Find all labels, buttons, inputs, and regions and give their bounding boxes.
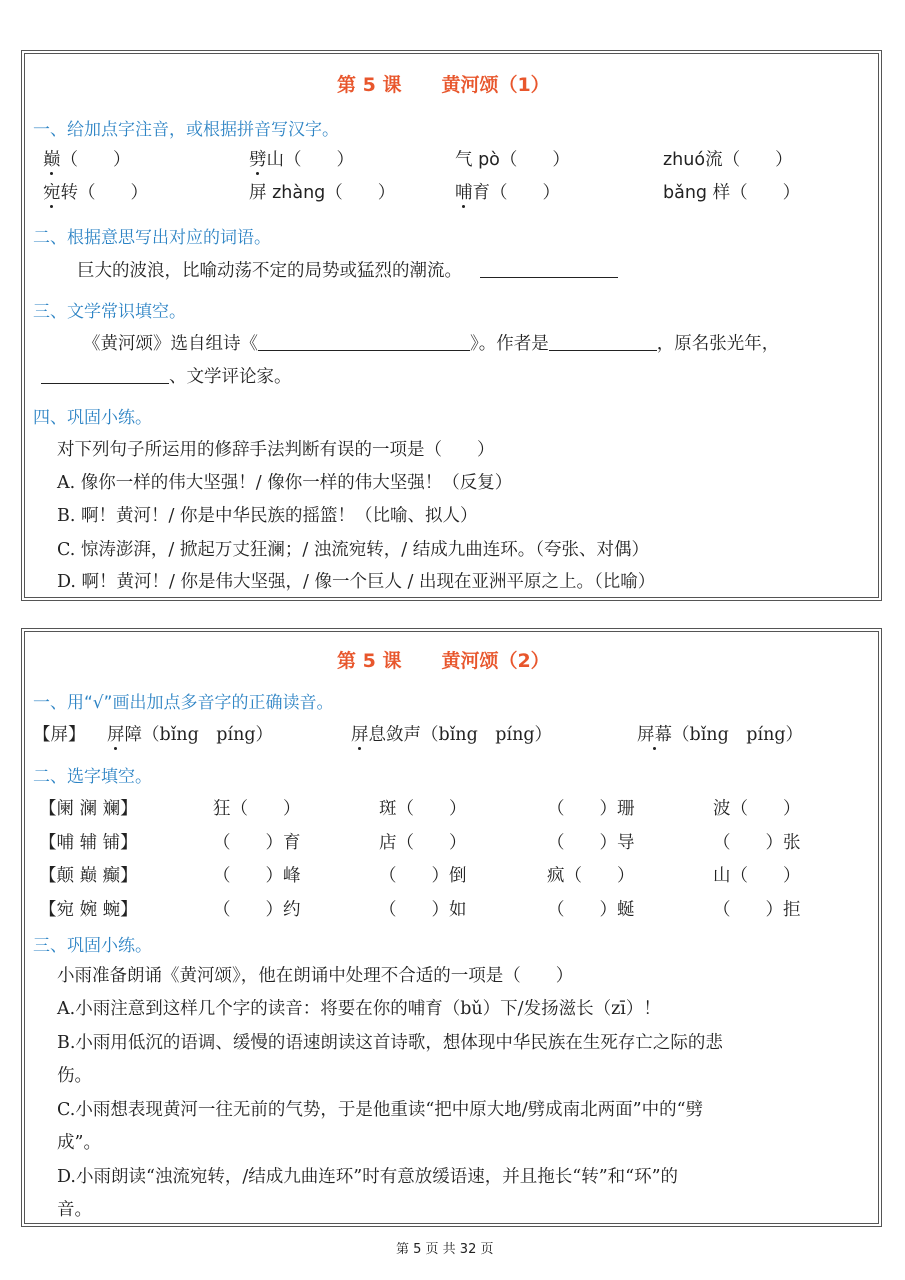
option-b: B. 啊！黄河！/ 你是中华民族的摇篮！（比喻、拟人） bbox=[57, 506, 478, 526]
option-b-cont: 伤。 bbox=[57, 1066, 92, 1086]
pinyin-item-5 bbox=[43, 179, 148, 204]
fill-item: 狂（ ） bbox=[213, 799, 301, 819]
lesson-1-card bbox=[24, 53, 879, 598]
section-3-heading: 三、巩固小练。 bbox=[33, 936, 152, 956]
definition-line bbox=[77, 257, 618, 282]
section-1-heading: 一、给加点字注音，或根据拼音写汉字。 bbox=[33, 120, 339, 140]
question-text: 小雨准备朗诵《黄河颂》，他在朗诵中处理不合适的一项是（ ） bbox=[57, 966, 574, 986]
answer-line[interactable] bbox=[549, 333, 657, 352]
answer-line[interactable] bbox=[258, 333, 470, 352]
section-4-heading: 四、巩固小练。 bbox=[33, 408, 152, 428]
lesson-2-title bbox=[337, 646, 550, 673]
fill-item: （ ）珊 bbox=[547, 799, 635, 819]
dotted-char: 屏 bbox=[351, 721, 369, 746]
option-b: B.小雨用低沉的语调、缓慢的语速朗读这首诗歌，想体现中华民族在生死存亡之际的悲 bbox=[57, 1033, 723, 1053]
fill-item: （ ）拒 bbox=[713, 900, 801, 920]
pinyin-item-3: 气 pò（ ） bbox=[455, 150, 570, 170]
answer-line[interactable] bbox=[41, 366, 169, 385]
item-text: 息敛声（bǐng píng） bbox=[368, 725, 553, 745]
polyphone-item-3 bbox=[637, 721, 803, 746]
fill-group: 【阑 澜 斓】 bbox=[39, 799, 138, 819]
answer-line[interactable] bbox=[480, 260, 618, 279]
dotted-char: 屏幕 bbox=[637, 721, 672, 746]
option-c: C.小雨想表现黄河一往无前的气势，于是他重读“把中原大地/劈成南北两面”中的“劈 bbox=[57, 1100, 704, 1120]
fill-group: 【哺 辅 铺】 bbox=[39, 833, 138, 853]
lesson-2-name: 黄河颂（2） bbox=[441, 650, 550, 672]
fill-group: 【颠 巅 癫】 bbox=[39, 866, 138, 886]
lesson-1-number: 第 5 课 bbox=[337, 74, 402, 96]
pinyin-item-6: 屏 zhàng（ ） bbox=[249, 183, 396, 203]
item-text: 育（ ） bbox=[472, 183, 560, 203]
lesson-1-title bbox=[337, 70, 550, 97]
option-d: D. 啊！黄河！/ 你是伟大坚强，/ 像一个巨人 / 出现在亚洲平原之上。（比喻） bbox=[57, 572, 656, 592]
literature-line-1 bbox=[83, 330, 779, 355]
fill-item: 斑（ ） bbox=[379, 799, 467, 819]
option-c-cont: 成”。 bbox=[57, 1133, 101, 1153]
pinyin-item-2 bbox=[249, 146, 354, 171]
item-text: （bǐng píng） bbox=[672, 725, 804, 745]
text-part: 《黄河颂》选自组诗《 bbox=[83, 334, 258, 354]
dotted-char: 劈 bbox=[249, 146, 267, 171]
page-number: 第 5 页 共 32 页 bbox=[396, 1242, 494, 1257]
fill-group: 【宛 婉 蜿】 bbox=[39, 900, 138, 920]
fill-item: （ ）导 bbox=[547, 833, 635, 853]
pinyin-item-4: zhuó流（ ） bbox=[663, 150, 793, 170]
dotted-char: 屏 bbox=[107, 721, 125, 746]
pinyin-item-1 bbox=[43, 146, 131, 171]
fill-item: （ ）张 bbox=[713, 833, 801, 853]
section-3-heading: 三、文学常识填空。 bbox=[33, 302, 186, 322]
pinyin-item-8: bǎng 样（ ） bbox=[663, 183, 801, 203]
section-1-heading: 一、用“√”画出加点多音字的正确读音。 bbox=[33, 693, 334, 713]
dotted-char: 巅 bbox=[43, 146, 61, 171]
option-a: A.小雨注意到这样几个字的读音：将要在你的哺育（bǔ）下/发扬滋长（zī）！ bbox=[57, 999, 661, 1019]
fill-item: （ ）约 bbox=[213, 900, 301, 920]
question-text: 对下列句子所运用的修辞手法判断有误的一项是（ ） bbox=[57, 440, 495, 460]
text-part: 》。作者是 bbox=[470, 334, 549, 354]
fill-item: 波（ ） bbox=[713, 799, 801, 819]
lesson-2-number: 第 5 课 bbox=[337, 650, 402, 672]
section-2-heading: 二、根据意思写出对应的词语。 bbox=[33, 228, 271, 248]
pinyin-item-7 bbox=[455, 179, 560, 204]
option-d-cont: 音。 bbox=[57, 1200, 92, 1220]
fill-item: （ ）育 bbox=[213, 833, 301, 853]
lesson-1-name: 黄河颂（1） bbox=[441, 74, 550, 96]
item-text: 转（ ） bbox=[60, 183, 148, 203]
section-2-heading: 二、选字填空。 bbox=[33, 767, 152, 787]
text-part: 、文学评论家。 bbox=[169, 367, 292, 387]
literature-line-2 bbox=[41, 363, 292, 388]
polyphone-item-1 bbox=[107, 721, 273, 746]
fill-item: 店（ ） bbox=[379, 833, 467, 853]
item-text: 山（ ） bbox=[266, 150, 354, 170]
polyphone-item-2 bbox=[351, 721, 552, 746]
lesson-2-card bbox=[24, 631, 879, 1224]
fill-item: （ ）倒 bbox=[379, 866, 467, 886]
fill-item: （ ）蜒 bbox=[547, 900, 635, 920]
polyphone-label: 【屏】 bbox=[33, 725, 86, 745]
fill-item: 疯（ ） bbox=[547, 866, 635, 886]
option-c: C. 惊涛澎湃，/ 掀起万丈狂澜；/ 浊流宛转，/ 结成九曲连环。（夸张、对偶） bbox=[57, 540, 650, 560]
fill-item: （ ）如 bbox=[379, 900, 467, 920]
option-a: A. 像你一样的伟大坚强！/ 像你一样的伟大坚强！（反复） bbox=[57, 473, 513, 493]
fill-item: （ ）峰 bbox=[213, 866, 301, 886]
definition-text: 巨大的波浪，比喻动荡不定的局势或猛烈的潮流。 bbox=[77, 261, 462, 281]
text-part: ，原名张光年， bbox=[656, 334, 780, 354]
fill-item: 山（ ） bbox=[713, 866, 801, 886]
answer-blank: （ ） bbox=[60, 150, 131, 170]
option-d: D.小雨朗读“浊流宛转，/结成九曲连环”时有意放缓语速，并且拖长“转”和“环”的 bbox=[57, 1167, 679, 1187]
dotted-char: 哺 bbox=[455, 179, 473, 204]
dotted-char: 宛 bbox=[43, 179, 61, 204]
item-text: 障（bǐng píng） bbox=[124, 725, 274, 745]
